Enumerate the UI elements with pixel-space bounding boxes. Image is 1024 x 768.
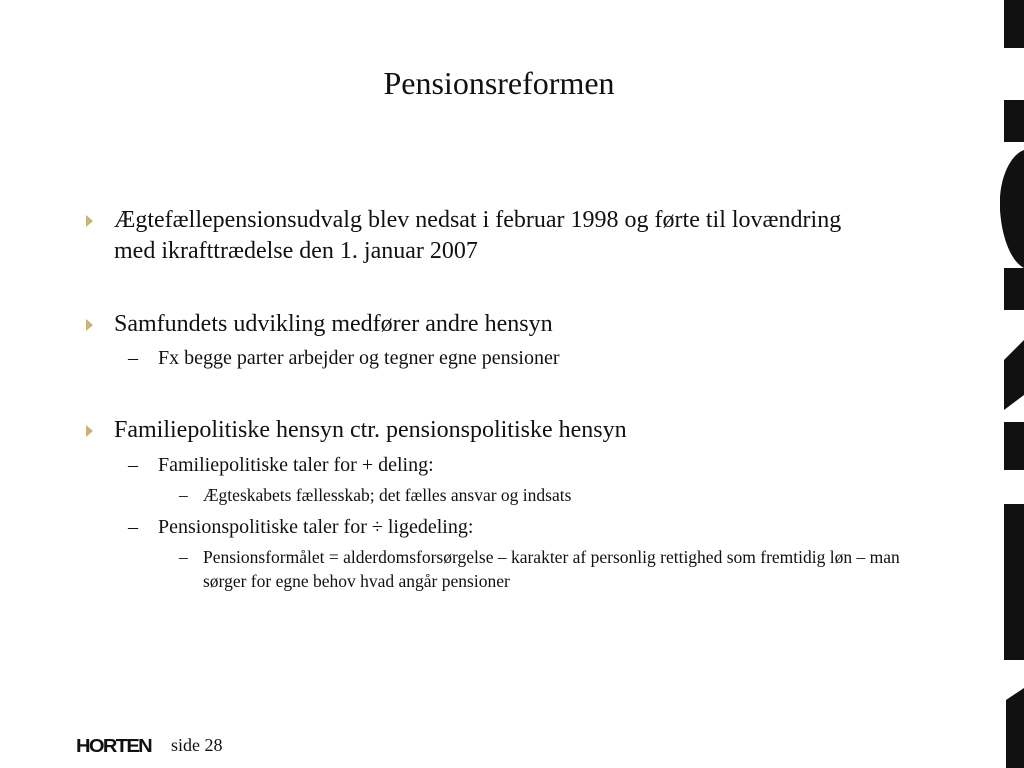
dash-bullet-icon: – bbox=[128, 516, 138, 538]
sub-sub-bullet-text: Pensionsformålet = alderdomsforsørgelse – karakter af personlig rettighed som fremtidig løn – man sørger for egne behov hvad angår pensioner bbox=[203, 547, 900, 591]
sub-bullet-item-2 bbox=[128, 452, 878, 478]
sub-sub-bullet-text: Ægteskabets fællesskab; det fælles ansvar og indsats bbox=[203, 485, 572, 505]
dash-bullet-icon: – bbox=[179, 485, 188, 505]
page-number: side 28 bbox=[171, 735, 223, 755]
bullet-item-2 bbox=[114, 309, 874, 340]
dash-bullet-icon: – bbox=[128, 347, 138, 369]
brand-graphic-bar bbox=[1000, 0, 1024, 768]
bullet-text: Samfundets udvikling medfører andre hensyn bbox=[114, 311, 553, 337]
slide-title: Pensionsreformen bbox=[383, 65, 615, 101]
sub-bullet-item-3 bbox=[128, 514, 878, 540]
bullet-text: Familiepolitiske hensyn ctr. pensionspolitiske hensyn bbox=[114, 417, 627, 443]
bullet-item-1 bbox=[114, 205, 874, 267]
horten-logo: HORTEN bbox=[76, 736, 152, 756]
dash-bullet-icon: – bbox=[179, 547, 188, 567]
sub-bullet-text: Fx begge parter arbejder og tegner egne pensioner bbox=[158, 347, 560, 369]
sub-bullet-item-1 bbox=[128, 345, 878, 371]
sub-sub-bullet-item-2 bbox=[179, 545, 923, 593]
triangle-bullet-icon bbox=[86, 215, 93, 227]
bullet-text: Ægtefællepensionsudvalg blev nedsat i februar 1998 og førte til lovændring med ikrafttrædelse den 1. januar 2007 bbox=[114, 207, 842, 264]
sub-sub-bullet-item-1 bbox=[179, 483, 923, 507]
triangle-bullet-icon bbox=[86, 319, 93, 331]
bullet-item-3 bbox=[114, 415, 874, 446]
sub-bullet-text: Familiepolitiske taler for + deling: bbox=[158, 454, 434, 476]
dash-bullet-icon: – bbox=[128, 454, 138, 476]
sub-bullet-text: Pensionspolitiske taler for ÷ ligedeling: bbox=[158, 516, 474, 538]
triangle-bullet-icon bbox=[86, 425, 93, 437]
